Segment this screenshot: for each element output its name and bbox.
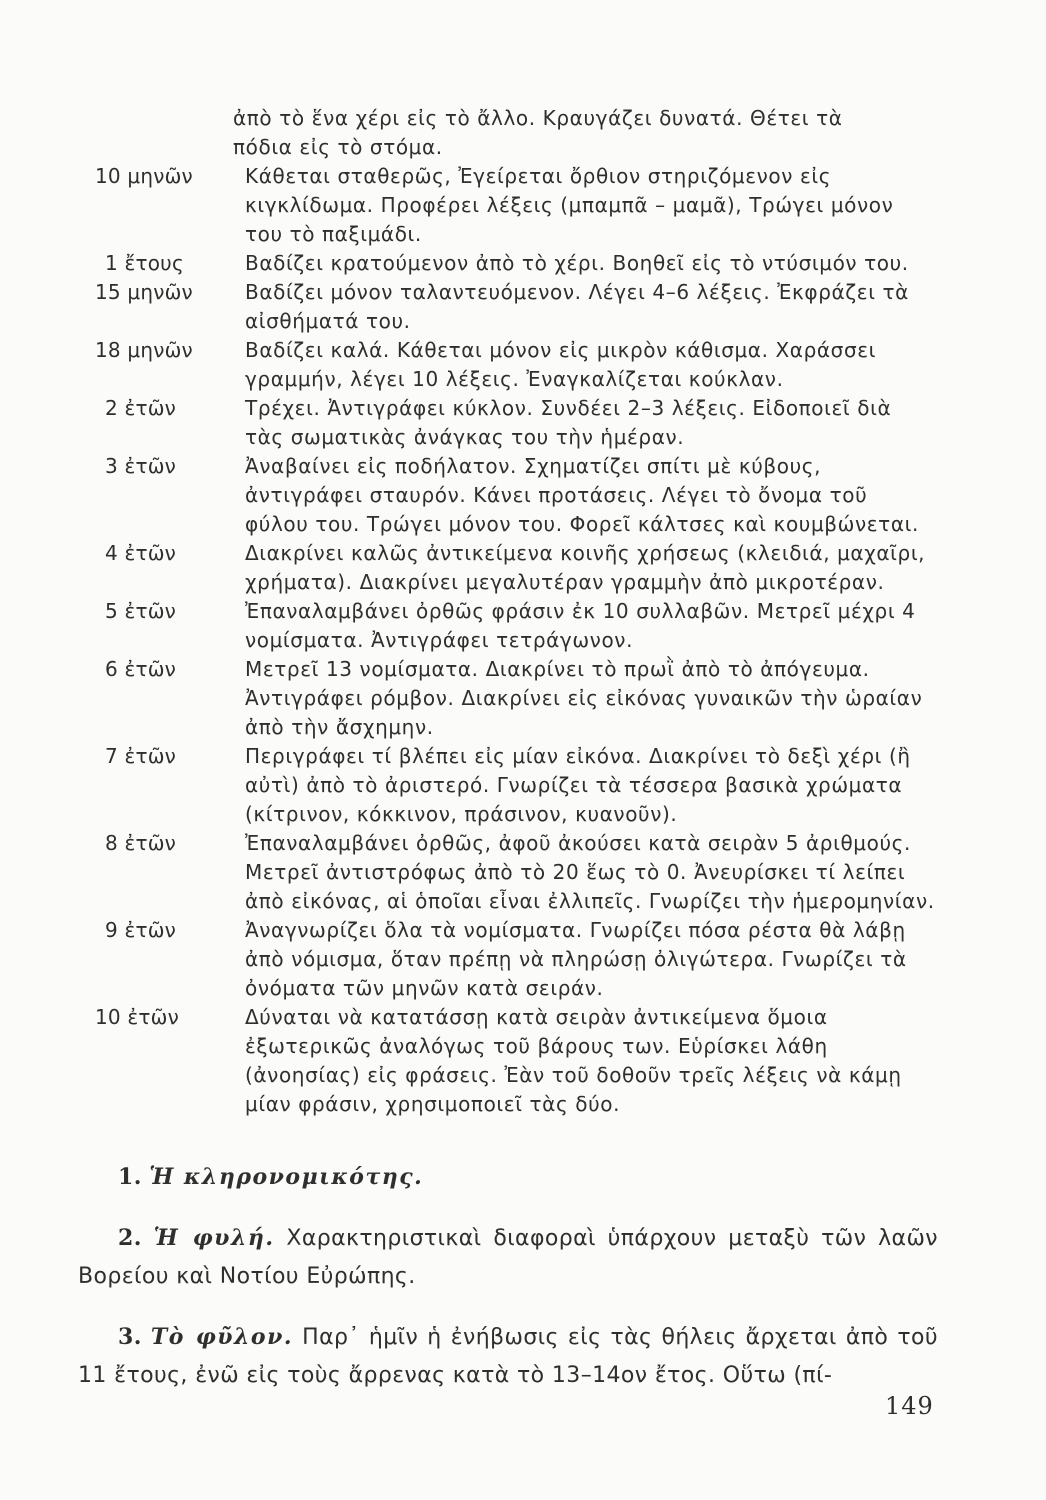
intro-continuation: ἀπὸ τὸ ἕνα χέρι εἰς τὸ ἄλλο. Κραυγάζει δυνατά. Θέτει τὰ πόδια εἰς τὸ στόμα. [233, 106, 843, 159]
milestone-text: Δύναται νὰ κατατάσσῃ κατὰ σειρὰν ἀντικείμενα ὅμοια ἐξωτερικῶς ἀναλόγως τοῦ βάρους των. Εὑρίσκει λάθη (ἀνοησίας) εἰς φράσεις. Ἐὰν τοῦ δοθοῦν τρεῖς λέξεις νὰ κάμῃ μίαν φράσιν, χρησιμοποιεῖ τὰς δύο. [245, 1005, 902, 1116]
milestone-text: Ἐπαναλαμβάνει ὀρθῶς φράσιν ἐκ 10 συλλαβῶν. Μετρεῖ μέχρι 4 νομίσματα. Ἀντιγράφει τετράγωνον. [245, 599, 916, 652]
milestone-age: 15 μηνῶν [95, 280, 193, 304]
milestone-text: Ἀναγνωρίζει ὅλα τὰ νομίσματα. Γνωρίζει πόσα ρέστα θὰ λάβῃ ἀπὸ νόμισμα, ὅταν πρέπῃ νὰ πληρώσῃ ὀλιγώτερα. Γνωρίζει τὰ ὀνόματα τῶν μηνῶν κατὰ σειράν. [245, 918, 907, 1000]
section-text: Παρ᾽ ἡμῖν ἡ ἐνήβωσις εἰς τὰς θήλεις ἄρχεται ἀπὸ τοῦ 11 ἔτους, ἐνῶ εἰς τοὺς ἄρρενας κατὰ τὸ 13–14ον ἔτος. Οὕτω (πί- [78, 1325, 938, 1388]
milestone-age: 1 ἔτους [105, 251, 184, 275]
milestone-row [95, 394, 935, 452]
milestone-age: 8 ἐτῶν [105, 831, 177, 855]
milestone-age: 2 ἐτῶν [105, 396, 177, 420]
section-race [78, 1219, 938, 1296]
section-heading: Τὸ φῦλον. [150, 1324, 294, 1350]
milestone-text: Ἀναβαίνει εἰς ποδήλατον. Σχηματίζει σπίτι μὲ κύβους, ἀντιγράφει σταυρόν. Κάνει προτάσεις. Λέγει τὸ ὄνομα τοῦ φύλου του. Τρώγει μόνον του. Φορεῖ κάλτσες καὶ κουμβώνεται. [245, 454, 919, 536]
milestone-text: Βαδίζει κρατούμενον ἀπὸ τὸ χέρι. Βοηθεῖ εἰς τὸ ντύσιμόν του. [245, 251, 909, 275]
milestone-row [95, 742, 935, 829]
milestone-age: 10 ἐτῶν [95, 1005, 179, 1029]
milestone-text: Διακρίνει καλῶς ἀντικείμενα κοινῆς χρήσεως (κλειδιά, μαχαῖρι, χρήματα). Διακρίνει μεγαλυτέραν γραμμὴν ἀπὸ μικροτέραν. [245, 541, 926, 594]
page-number: 149 [885, 1392, 934, 1420]
section-heading: Ἡ κληρονομικότης. [149, 1164, 424, 1190]
milestone-row [95, 829, 935, 916]
section-heading: Ἡ φυλή. [153, 1225, 275, 1251]
milestone-age: 10 μηνῶν [95, 164, 193, 188]
milestone-age: 6 ἐτῶν [105, 657, 177, 681]
milestone-row [95, 597, 935, 655]
section-text: Χαρακτηριστικαὶ διαφοραὶ ὑπάρχουν μεταξὺ τῶν λαῶν Βορείου καὶ Νοτίου Εὐρώπης. [78, 1226, 938, 1289]
section-number: 2. [118, 1225, 142, 1251]
milestone-row [95, 452, 935, 539]
milestone-row [95, 162, 935, 249]
milestone-row [95, 539, 935, 597]
milestone-age: 3 ἐτῶν [105, 454, 177, 478]
section-sex [78, 1318, 938, 1395]
factor-sections [78, 1158, 938, 1417]
milestone-text: Κάθεται σταθερῶς, Ἐγείρεται ὄρθιον στηριζόμενον εἰς κιγκλίδωμα. Προφέρει λέξεις (μπαμπᾶ – μαμᾶ), Τρώγει μόνον του τὸ παξιμάδι. [245, 164, 894, 246]
milestone-text: Τρέχει. Ἀντιγράφει κύκλον. Συνδέει 2–3 λέξεις. Εἰδοποιεῖ διὰ τὰς σωματικὰς ἀνάγκας του τὴν ἡμέραν. [245, 396, 892, 449]
milestone-age: 18 μηνῶν [95, 338, 193, 362]
milestone-age: 7 ἐτῶν [105, 744, 177, 768]
milestone-text: Ἐπαναλαμβάνει ὀρθῶς, ἀφοῦ ἀκούσει κατὰ σειρὰν 5 ἀριθμούς. Μετρεῖ ἀντιστρόφως ἀπὸ τὸ 20 ἕως τὸ 0. Ἀνευρίσκει τί λείπει ἀπὸ εἰκόνας, αἱ ὁποῖαι εἶναι ἐλλιπεῖς. Γνωρίζει τὴν ἡμερομηνίαν. [245, 831, 935, 913]
section-heredity [78, 1158, 938, 1197]
milestone-row [95, 278, 935, 336]
milestone-row [95, 249, 935, 278]
milestone-list [95, 162, 935, 1119]
milestone-row [95, 1003, 935, 1119]
milestone-row [95, 336, 935, 394]
milestone-age: 9 ἐτῶν [105, 918, 177, 942]
milestone-text: Βαδίζει μόνον ταλαντευόμενον. Λέγει 4–6 λέξεις. Ἐκφράζει τὰ αἰσθήματά του. [245, 280, 909, 333]
milestone-row [95, 655, 935, 742]
milestone-text: Μετρεῖ 13 νομίσματα. Διακρίνει τὸ πρωῒ ἀπὸ τὸ ἀπόγευμα. Ἀντιγράφει ρόμβον. Διακρίνει εἰς εἰκόνας γυναικῶν τὴν ὡραίαν ἀπὸ τὴν ἄσχημην. [245, 657, 923, 739]
milestone-row [95, 916, 935, 1003]
section-number: 3. [118, 1324, 142, 1350]
milestone-age: 5 ἐτῶν [105, 599, 177, 623]
milestone-text: Βαδίζει καλά. Κάθεται μόνον εἰς μικρὸν κάθισμα. Χαράσσει γραμμήν, λέγει 10 λέξεις. Ἐναγκαλίζεται κούκλαν. [245, 338, 877, 391]
milestone-text: Περιγράφει τί βλέπει εἰς μίαν εἰκόνα. Διακρίνει τὸ δεξὶ χέρι (ἢ αὐτὶ) ἀπὸ τὸ ἀριστερό. Γνωρίζει τὰ τέσσερα βασικὰ χρώματα (κίτρινον, κόκκινον, πράσινον, κυανοῦν). [245, 744, 911, 826]
section-number: 1. [118, 1164, 142, 1190]
milestone-age: 4 ἐτῶν [105, 541, 177, 565]
